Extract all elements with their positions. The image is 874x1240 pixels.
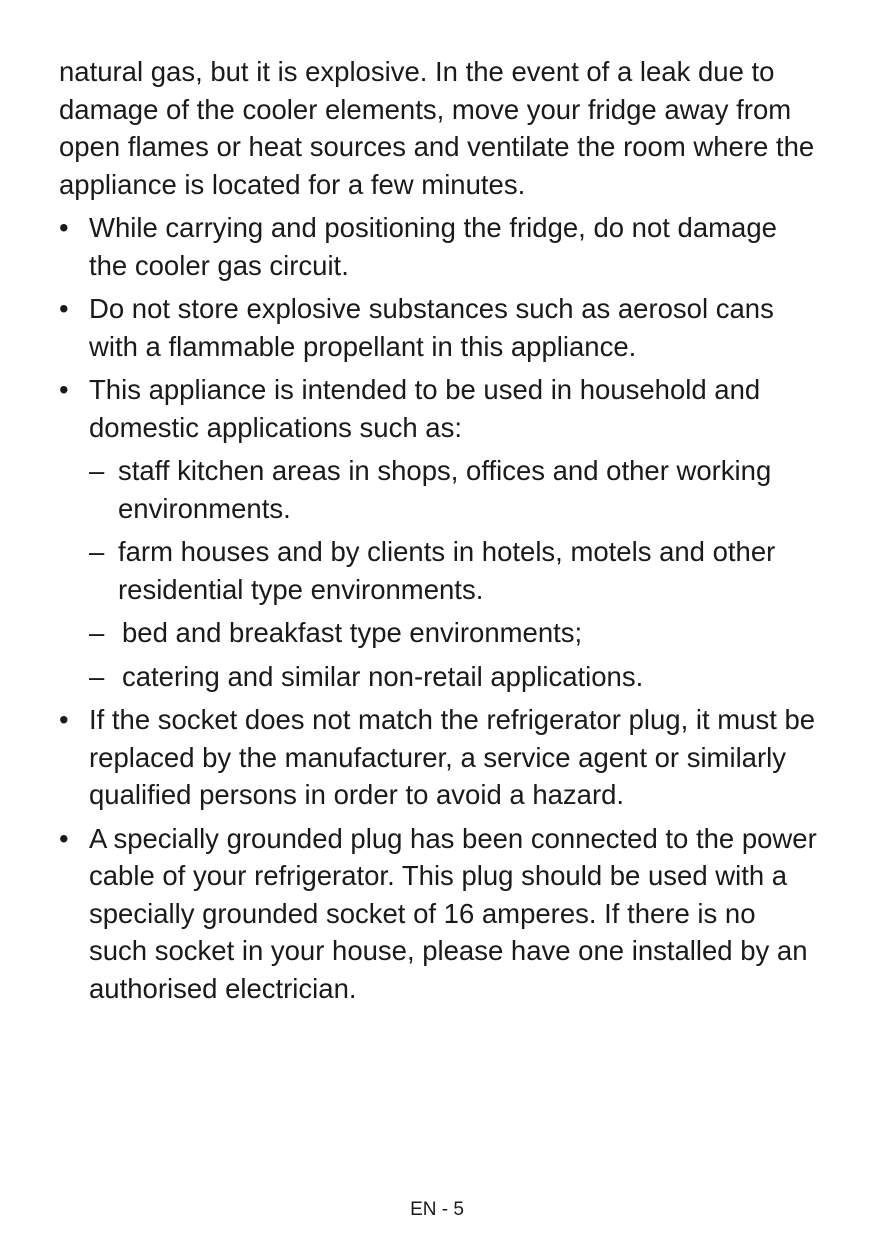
bullet-icon: •	[59, 212, 69, 243]
bullet-item	[59, 701, 819, 814]
bullet-text: A specially grounded plug has been connected to the power cable of your refrigerator. This plug should be used with a specially grounded socket of 16 amperes. If there is no such socket in your house, please have one installed by an authorised electrician.	[89, 822, 817, 1004]
sub-list-item	[89, 614, 819, 652]
page-number: EN - 5	[410, 1199, 464, 1220]
sub-list-text: staff kitchen areas in shops, offices and other working environments.	[118, 455, 772, 524]
sub-list-text: catering and similar non-retail applications.	[122, 660, 644, 692]
dash-icon: –	[89, 617, 105, 648]
dash-icon: –	[89, 536, 105, 567]
bullet-item	[59, 209, 819, 284]
sub-list-item	[89, 658, 819, 696]
sub-list-item	[89, 533, 819, 608]
bullet-icon: •	[59, 822, 69, 854]
bullet-text: If the socket does not match the refrigerator plug, it must be replaced by the manufacturer, a service agent or similarly qualified persons in order to avoid a hazard.	[89, 704, 816, 810]
sub-list-text: bed and breakfast type environments;	[122, 617, 583, 648]
bullet-icon: •	[59, 293, 69, 324]
bullet-item	[59, 820, 819, 1008]
bullet-text: While carrying and positioning the fridge, do not damage the cooler gas circuit.	[89, 212, 777, 281]
intro-paragraph: natural gas, but it is explosive. In the event of a leak due to damage of the cooler elements, move your fridge away from open flames or heat sources and ventilate the room where the appliance is located for a few minutes.	[59, 56, 815, 200]
bullet-item	[59, 290, 819, 365]
bullet-item	[59, 371, 819, 695]
bullet-text: Do not store explosive substances such as aerosol cans with a flammable propellant in this appliance.	[89, 293, 774, 362]
document-page	[59, 53, 819, 1013]
sub-list-item	[89, 452, 819, 527]
sub-list	[89, 452, 819, 695]
dash-icon: –	[89, 455, 105, 486]
bullet-text: This appliance is intended to be used in household and domestic applications such as:	[89, 374, 761, 443]
dash-icon: –	[89, 660, 105, 692]
bullet-icon: •	[59, 704, 69, 735]
bullet-icon: •	[59, 374, 69, 405]
sub-list-text: farm houses and by clients in hotels, motels and other residential type environments.	[118, 536, 776, 605]
